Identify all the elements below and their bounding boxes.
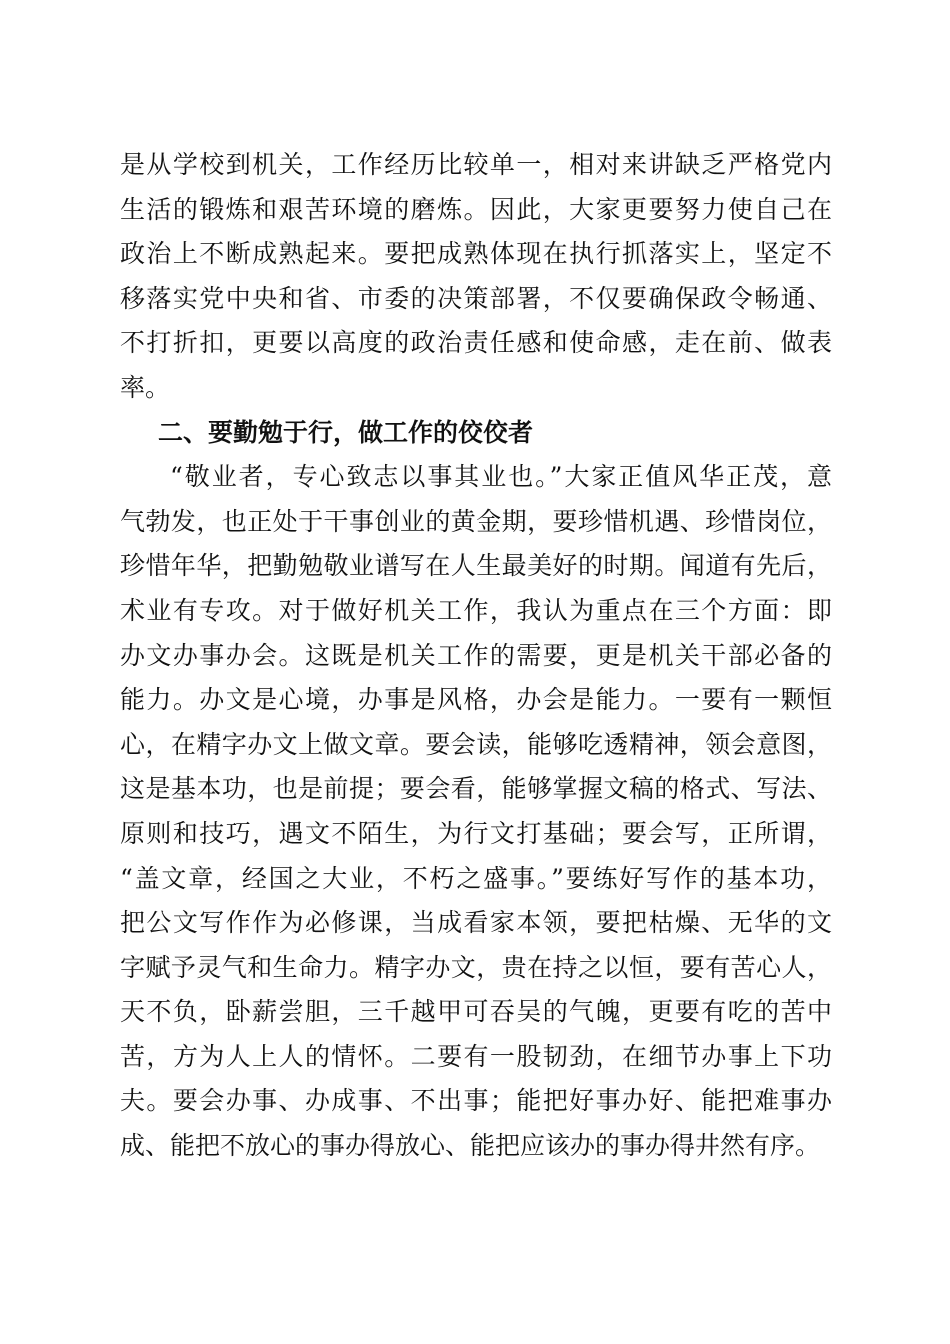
text-line: “敬业者，专心致志以事其业也。”大家正值风华正茂，意 <box>170 462 832 492</box>
text-line: 天不负，卧薪尝胆，三千越甲可吞吴的气魄，更要有吃的苦中 <box>120 997 832 1027</box>
text-line: 珍惜年华，把勤勉敬业谱写在人生最美好的时期。闻道有先后， <box>120 551 832 581</box>
text-line: 成、能把不放心的事办得放心、能把应该办的事办得井然有序。 <box>120 1131 821 1161</box>
text-line: 生活的锻炼和艰苦环境的磨炼。因此，大家更要努力使自己在 <box>120 194 832 224</box>
text-line: 苦，方为人上人的情怀。二要有一股韧劲，在细节办事上下功 <box>120 1041 832 1071</box>
section-heading: 二、要勤勉于行，做工作的佼佼者 <box>158 417 534 447</box>
document-body <box>120 143 832 1169</box>
text-line: 政治上不断成熟起来。要把成熟体现在执行抓落实上，坚定不 <box>120 239 832 269</box>
text-line: 率。 <box>120 372 171 402</box>
text-line: 这是基本功，也是前提；要会看，能够掌握文稿的格式、写法、 <box>120 774 832 804</box>
text-line: “盖文章，经国之大业，不朽之盛事。”要练好写作的基本功， <box>120 863 832 893</box>
text-line: 原则和技巧，遇文不陌生，为行文打基础；要会写，正所谓， <box>120 818 832 848</box>
paragraph-1 <box>120 143 832 411</box>
text-line: 心，在精字办文上做文章。要会读，能够吃透精神，领会意图， <box>120 729 832 759</box>
text-line: 夫。要会办事、办成事、不出事；能把好事办好、能把难事办 <box>120 1086 832 1116</box>
text-line: 能力。办文是心境，办事是风格，办会是能力。一要有一颗恒 <box>120 685 832 715</box>
text-line: 字赋予灵气和生命力。精字办文，贵在持之以恒，要有苦心人， <box>120 952 832 982</box>
text-line: 是从学校到机关，工作经历比较单一，相对来讲缺乏严格党内 <box>120 150 832 179</box>
paragraph-2 <box>120 455 832 1169</box>
text-line: 不打折扣，更要以高度的政治责任感和使命感，走在前、做表 <box>120 328 832 358</box>
text-line: 术业有专攻。对于做好机关工作，我认为重点在三个方面：即 <box>120 595 832 625</box>
text-line: 气勃发，也正处于干事创业的黄金期，要珍惜机遇、珍惜岗位， <box>120 506 832 536</box>
text-line: 办文办事办会。这既是机关工作的需要，更是机关干部必备的 <box>120 640 832 670</box>
text-line: 移落实党中央和省、市委的决策部署，不仅要确保政令畅通、 <box>120 283 832 313</box>
text-line: 把公文写作作为必修课，当成看家本领，要把枯燥、无华的文 <box>120 908 832 938</box>
